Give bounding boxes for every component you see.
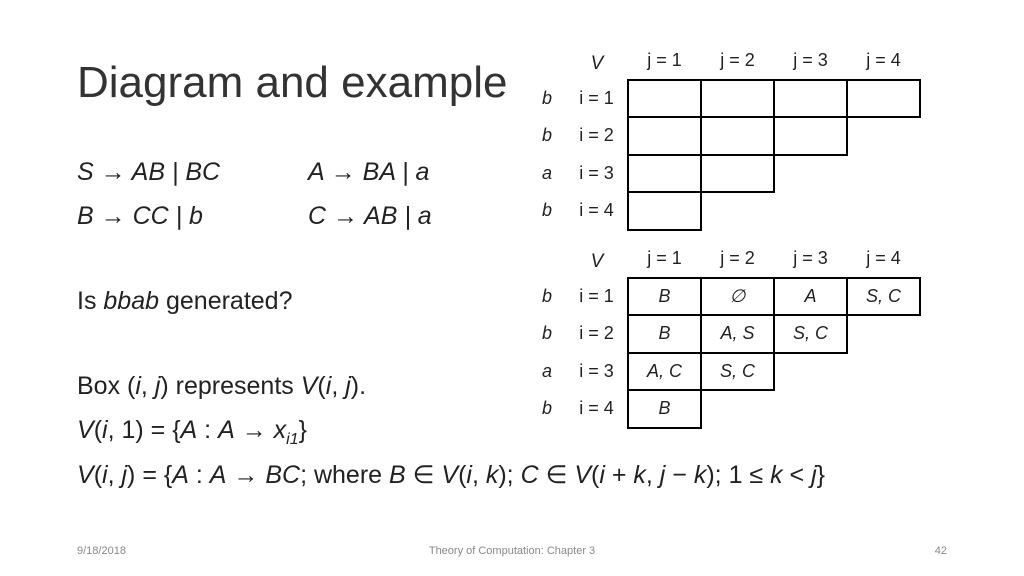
row-label: i = 4 [579, 398, 614, 419]
def-var: k [485, 461, 499, 489]
def-var: j [659, 461, 666, 489]
def-var: k [633, 461, 646, 489]
table-cell: B [628, 278, 701, 316]
table-corner: V [590, 250, 604, 272]
def-text: , [471, 461, 486, 489]
table-cell: S, C [847, 278, 920, 316]
def-text: , 1) = { [107, 416, 181, 444]
column-header: j = 3 [793, 247, 828, 268]
table-cell: A, S [701, 315, 774, 353]
def-var: i [325, 372, 332, 400]
table-cell [628, 117, 701, 155]
column-header: j = 3 [793, 49, 828, 70]
slide-title: Diagram and example [77, 58, 508, 107]
column-header: j = 2 [720, 49, 755, 70]
table-cell: B [628, 315, 701, 353]
table-row [528, 353, 920, 391]
def-text: : [188, 461, 210, 489]
table-header-row [528, 240, 920, 278]
def-var: A [209, 461, 227, 489]
def-text: } [816, 461, 826, 489]
def-text: ( [458, 461, 467, 489]
column-header: j = 1 [647, 49, 682, 70]
row-label: i = 3 [579, 360, 614, 381]
input-letter: b [541, 200, 552, 221]
table-cell: S, C [701, 353, 774, 391]
def-text: Box ( [77, 372, 136, 400]
def-var: i [599, 461, 605, 489]
table-cell [628, 80, 701, 118]
def-text: + [604, 461, 634, 489]
column-header: j = 4 [866, 49, 901, 70]
def-var: k [770, 461, 783, 489]
row-label: i = 1 [579, 87, 614, 108]
def-text: ( [317, 372, 326, 400]
column-header: j = 2 [720, 247, 755, 268]
blank-cell [701, 192, 774, 230]
def-var: i [466, 461, 472, 489]
blank-cell [847, 315, 920, 353]
def-text: ) = { [127, 461, 173, 489]
def-text: : [197, 416, 219, 444]
input-letter: b [541, 398, 552, 419]
column-header: j = 4 [866, 247, 901, 268]
question-word: bbab [103, 287, 160, 315]
table-cell: A [774, 278, 847, 316]
def-var: j [811, 461, 817, 489]
def-var: A [180, 416, 198, 444]
def-text: ; where [300, 461, 390, 489]
def-text: ). [350, 372, 367, 400]
def-var: i [135, 372, 141, 400]
row-label: i = 2 [579, 125, 614, 146]
table-cell: S, C [774, 315, 847, 353]
def-var: A [218, 416, 235, 444]
input-letter: b [541, 125, 552, 146]
def-text: ∈ [405, 461, 442, 489]
table-cell: A, C [628, 353, 701, 391]
cyk-table-empty [528, 42, 921, 231]
definition-box [77, 372, 366, 401]
def-var: V [300, 372, 318, 400]
blank-cell [701, 390, 774, 428]
blank-cell [774, 192, 847, 230]
footer-date: 9/18/2018 [77, 545, 126, 557]
blank-cell [847, 192, 920, 230]
rule-a: A → BA | a [308, 158, 430, 186]
def-text: , [645, 461, 660, 489]
row-label: i = 4 [579, 200, 614, 221]
def-text: ∈ [538, 461, 575, 489]
def-text: → [234, 416, 274, 444]
def-var: V [77, 461, 94, 489]
def-var: j [154, 372, 161, 400]
table-row [528, 278, 920, 316]
table-cell [847, 80, 920, 118]
input-letter: a [541, 360, 552, 381]
def-var: k [693, 461, 707, 489]
input-letter: b [541, 285, 552, 306]
table-cell [701, 80, 774, 118]
def-var: A [172, 461, 189, 489]
question-suffix: generated? [159, 287, 293, 315]
table-row [528, 117, 920, 155]
question [77, 287, 292, 316]
table-row [528, 155, 920, 193]
def-text: , [140, 372, 155, 400]
row-label: i = 2 [579, 323, 614, 344]
footer-course: Theory of Computation: Chapter 3 [428, 545, 596, 557]
table-cell: B [628, 390, 701, 428]
def-var: V [574, 461, 591, 489]
table-cell [774, 80, 847, 118]
blank-cell [847, 353, 920, 391]
def-var: V [77, 416, 94, 444]
def-text: , [107, 461, 122, 489]
input-letter: b [541, 323, 552, 344]
blank-cell [774, 390, 847, 428]
def-text: < [782, 461, 812, 489]
rule-s: S → AB | BC [77, 158, 221, 186]
table-cell [628, 192, 701, 230]
table-cell: ∅ [701, 278, 774, 316]
input-letter: a [541, 162, 552, 183]
footer-page-number: 42 [934, 545, 947, 557]
question-prefix: Is [77, 287, 104, 315]
header-spacer [528, 42, 566, 80]
def-var: B [389, 461, 406, 489]
def-text: ); 1 ≤ [706, 461, 771, 489]
grammar-line-2 [77, 202, 432, 231]
table-row [528, 315, 920, 353]
def-var: BC [265, 461, 301, 489]
def-text: → [226, 461, 266, 489]
blank-cell [847, 155, 920, 193]
table-cell [628, 155, 701, 193]
rule-b: B → CC | b [77, 202, 203, 230]
def-var: j [345, 372, 351, 400]
blank-cell [847, 390, 920, 428]
table-cell [774, 117, 847, 155]
blank-cell [847, 117, 920, 155]
column-header: j = 1 [647, 247, 682, 268]
table-cell [701, 117, 774, 155]
def-text: − [665, 461, 694, 489]
rule-c: C → AB | a [308, 202, 432, 230]
definition-recursive [77, 460, 825, 490]
def-var: C [520, 461, 539, 489]
header-spacer [528, 240, 566, 278]
def-var: x [273, 416, 287, 444]
def-text: ) represents [160, 372, 301, 400]
table-row [528, 390, 920, 428]
definition-base-case [77, 416, 307, 449]
def-text: ( [591, 461, 600, 489]
cyk-table-filled [528, 240, 921, 429]
def-text: } [298, 416, 307, 444]
table-header-row [528, 42, 920, 80]
table-corner: V [590, 52, 604, 74]
def-text: , [331, 372, 346, 400]
def-var: i [102, 416, 108, 444]
table-row [528, 80, 920, 118]
input-letter: b [541, 87, 552, 108]
row-label: i = 3 [579, 162, 614, 183]
grammar-line-1 [77, 158, 430, 187]
def-text: ( [93, 461, 103, 489]
def-var: i [102, 461, 108, 489]
def-text: ); [498, 461, 521, 489]
def-subscript: i1 [286, 431, 299, 448]
row-label: i = 1 [579, 285, 614, 306]
blank-cell [774, 155, 847, 193]
def-text: ( [93, 416, 103, 444]
table-row [528, 192, 920, 230]
def-var: j [121, 461, 128, 489]
def-var: V [441, 461, 459, 489]
blank-cell [774, 353, 847, 391]
table-cell [701, 155, 774, 193]
